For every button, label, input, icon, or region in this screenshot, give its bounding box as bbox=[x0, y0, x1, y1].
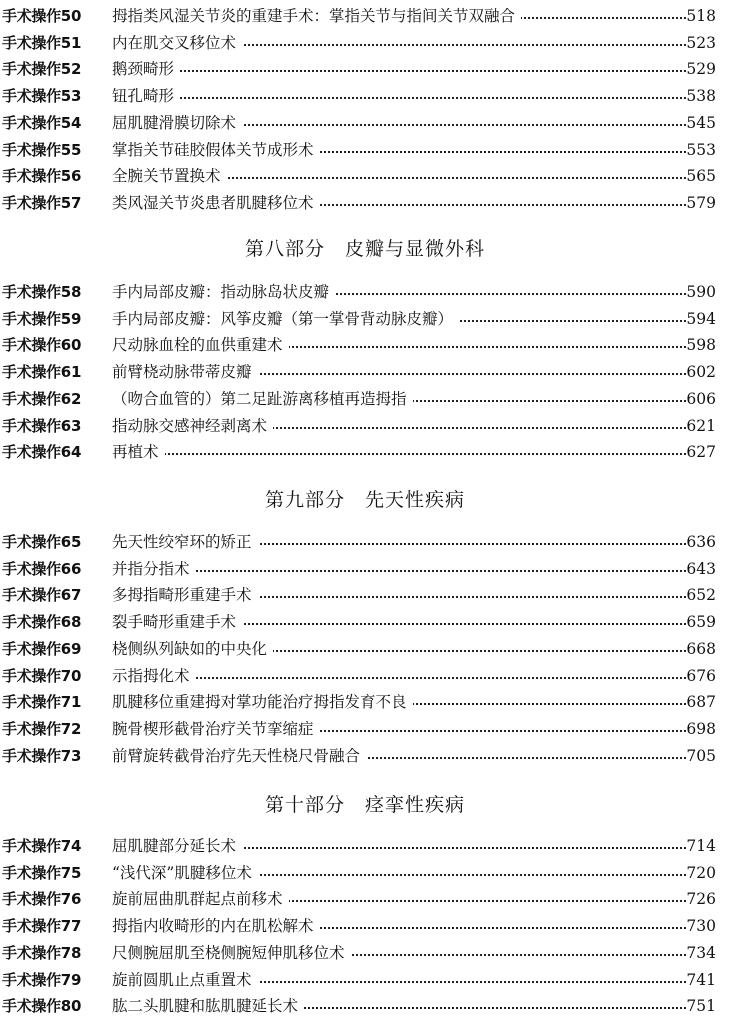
page-number: 741 bbox=[686, 970, 716, 989]
entry-title: 类风湿关节炎患者肌腱移位术 bbox=[112, 193, 320, 213]
entry-title: 尺侧腕屈肌至桡侧腕短伸肌移位术 bbox=[112, 943, 351, 963]
entry-label: 手术操作69 bbox=[2, 639, 82, 658]
section-heading: 第八部分 皮瓣与显微外科 bbox=[244, 238, 485, 260]
entry-label: 手术操作54 bbox=[2, 113, 82, 132]
entry-label: 手术操作56 bbox=[2, 167, 82, 186]
page-number: 643 bbox=[686, 559, 716, 578]
page-number: 579 bbox=[686, 193, 716, 212]
toc-entry[interactable] bbox=[0, 637, 730, 663]
entry-title: 全腕关节置换术 bbox=[112, 166, 227, 186]
page-number: 714 bbox=[686, 837, 716, 855]
toc-entry[interactable] bbox=[0, 690, 730, 716]
toc-entry[interactable] bbox=[0, 333, 730, 359]
entry-label: 手术操作76 bbox=[2, 890, 82, 909]
page-number: 565 bbox=[686, 167, 716, 186]
section-heading: 第九部分 先天性疾病 bbox=[264, 489, 465, 511]
toc-entry[interactable] bbox=[0, 440, 730, 466]
page-number: 602 bbox=[686, 363, 716, 382]
entry-label: 手术操作61 bbox=[2, 363, 82, 382]
page-number: 553 bbox=[686, 140, 716, 159]
page-number: 523 bbox=[686, 33, 716, 52]
toc-entry[interactable] bbox=[0, 717, 730, 743]
entry-title: 屈肌腱滑膜切除术 bbox=[112, 113, 242, 133]
entry-label: 手术操作63 bbox=[2, 416, 82, 435]
toc-entry[interactable] bbox=[0, 664, 730, 690]
entry-title: 裂手畸形重建手术 bbox=[112, 612, 242, 632]
leader-dots bbox=[112, 70, 686, 72]
leader-dots bbox=[112, 97, 686, 99]
page-number: 676 bbox=[686, 666, 716, 685]
entry-title: 手内局部皮瓣：风筝皮瓣（第一掌骨背动脉皮瓣） bbox=[112, 309, 459, 329]
toc-entry[interactable] bbox=[0, 57, 730, 83]
entry-label: 手术操作64 bbox=[2, 443, 82, 462]
toc-entry[interactable] bbox=[0, 4, 730, 30]
page-number: 705 bbox=[686, 746, 716, 765]
toc-entry[interactable] bbox=[0, 164, 730, 190]
page-number: 698 bbox=[686, 719, 716, 738]
toc-entry[interactable] bbox=[0, 861, 730, 887]
toc-entry[interactable] bbox=[0, 994, 730, 1020]
entry-label: 手术操作65 bbox=[2, 533, 82, 551]
entry-label: 手术操作60 bbox=[2, 336, 82, 355]
entry-title: 旋前圆肌止点重置术 bbox=[112, 970, 258, 990]
entry-title: 屈肌腱部分延长术 bbox=[112, 836, 242, 856]
page-number: 538 bbox=[686, 87, 716, 106]
leader-dots bbox=[112, 570, 686, 572]
page-number: 720 bbox=[686, 863, 716, 882]
entry-label: 手术操作78 bbox=[2, 943, 82, 962]
toc-entry[interactable] bbox=[0, 414, 730, 440]
entry-title: 钮孔畸形 bbox=[112, 86, 180, 106]
entry-label: 手术操作66 bbox=[2, 559, 82, 578]
toc-entry[interactable] bbox=[0, 744, 730, 770]
entry-label: 手术操作51 bbox=[2, 33, 82, 52]
entry-title: 手内局部皮瓣：指动脉岛状皮瓣 bbox=[112, 282, 335, 302]
entry-title: 先天性绞窄环的矫正 bbox=[112, 532, 258, 552]
entry-label: 手术操作75 bbox=[2, 863, 82, 882]
entry-title: 桡侧纵列缺如的中央化 bbox=[112, 639, 273, 659]
page-number: 627 bbox=[686, 443, 716, 462]
entry-title: 前臂桡动脉带蒂皮瓣 bbox=[112, 362, 258, 382]
entry-title: 前臂旋转截骨治疗先天性桡尺骨融合 bbox=[112, 746, 366, 766]
entry-label: 手术操作73 bbox=[2, 746, 82, 765]
entry-title: 旋前屈曲肌群起点前移术 bbox=[112, 889, 289, 909]
entry-label: 手术操作71 bbox=[2, 693, 82, 712]
entry-title: 多拇指畸形重建手术 bbox=[112, 585, 258, 605]
entry-title: 拇指类风湿关节炎的重建手术：掌指关节与指间关节双融合 bbox=[112, 6, 521, 26]
page-number: 621 bbox=[686, 416, 716, 435]
page-number: 751 bbox=[686, 997, 716, 1016]
toc-entry[interactable] bbox=[0, 530, 730, 556]
toc-entry[interactable] bbox=[0, 887, 730, 913]
toc-entry[interactable] bbox=[0, 387, 730, 413]
entry-title: 肱二头肌腱和肱肌腱延长术 bbox=[112, 996, 304, 1016]
entry-label: 手术操作50 bbox=[2, 7, 82, 25]
entry-title: 尺动脉血栓的血供重建术 bbox=[112, 335, 289, 355]
toc-entry[interactable] bbox=[0, 280, 730, 306]
entry-title: 鹅颈畸形 bbox=[112, 59, 180, 79]
page-number: 545 bbox=[686, 113, 716, 132]
page-number: 606 bbox=[686, 389, 716, 408]
entry-label: 手术操作59 bbox=[2, 309, 82, 328]
page-number: 668 bbox=[686, 639, 716, 658]
page-number: 652 bbox=[686, 586, 716, 605]
entry-label: 手术操作52 bbox=[2, 60, 82, 79]
page-number: 734 bbox=[686, 943, 716, 962]
entry-label: 手术操作58 bbox=[2, 283, 82, 301]
toc-entry[interactable] bbox=[0, 914, 730, 940]
page-number: 598 bbox=[686, 336, 716, 355]
entry-label: 手术操作62 bbox=[2, 389, 82, 408]
toc-entry[interactable] bbox=[0, 610, 730, 636]
entry-title: 并指分指术 bbox=[112, 559, 196, 579]
page-number: 687 bbox=[686, 693, 716, 712]
leader-dots bbox=[112, 677, 686, 679]
toc-entry[interactable] bbox=[0, 583, 730, 609]
toc-entry[interactable] bbox=[0, 307, 730, 333]
entry-label: 手术操作67 bbox=[2, 586, 82, 605]
entry-title: 示指拇化术 bbox=[112, 666, 196, 686]
entry-title: 腕骨楔形截骨治疗关节挛缩症 bbox=[112, 719, 320, 739]
entry-title: 肌腱移位重建拇对掌功能治疗拇指发育不良 bbox=[112, 692, 413, 712]
entry-label: 手术操作80 bbox=[2, 997, 82, 1016]
toc-entry[interactable] bbox=[0, 941, 730, 967]
toc-entry[interactable] bbox=[0, 111, 730, 137]
entry-title: “浅代深”肌腱移位术 bbox=[112, 863, 258, 883]
entry-label: 手术操作68 bbox=[2, 613, 82, 632]
toc-entry[interactable] bbox=[0, 138, 730, 164]
entry-label: 手术操作53 bbox=[2, 87, 82, 106]
entry-title: 指动脉交感神经剥离术 bbox=[112, 416, 273, 436]
entry-title: 掌指关节硅胶假体关节成形术 bbox=[112, 140, 320, 160]
toc-entry[interactable] bbox=[0, 31, 730, 57]
page-number: 636 bbox=[686, 533, 716, 551]
page-number: 730 bbox=[686, 917, 716, 936]
toc-entry[interactable] bbox=[0, 84, 730, 110]
toc-entry[interactable] bbox=[0, 834, 730, 860]
entry-label: 手术操作72 bbox=[2, 719, 82, 738]
entry-label: 手术操作57 bbox=[2, 193, 82, 212]
toc-entry[interactable] bbox=[0, 968, 730, 994]
toc-entry[interactable] bbox=[0, 360, 730, 386]
entry-title: 拇指内收畸形的内在肌松解术 bbox=[112, 916, 320, 936]
leader-dots bbox=[112, 453, 686, 455]
entry-label: 手术操作55 bbox=[2, 140, 82, 159]
entry-label: 手术操作70 bbox=[2, 666, 82, 685]
entry-label: 手术操作74 bbox=[2, 837, 82, 855]
entry-label: 手术操作79 bbox=[2, 970, 82, 989]
page-number: 518 bbox=[686, 7, 716, 25]
section-heading: 第十部分 痉挛性疾病 bbox=[264, 794, 465, 816]
page-number: 590 bbox=[686, 283, 716, 301]
entry-title: 再植术 bbox=[112, 442, 165, 462]
page-number: 594 bbox=[686, 309, 716, 328]
entry-label: 手术操作77 bbox=[2, 917, 82, 936]
toc-entry[interactable] bbox=[0, 557, 730, 583]
page-number: 726 bbox=[686, 890, 716, 909]
page-number: 529 bbox=[686, 60, 716, 79]
page-number: 659 bbox=[686, 613, 716, 632]
toc-entry[interactable] bbox=[0, 191, 730, 217]
entry-title: 内在肌交叉移位术 bbox=[112, 33, 242, 53]
entry-title: （吻合血管的）第二足趾游离移植再造拇指 bbox=[112, 389, 413, 409]
